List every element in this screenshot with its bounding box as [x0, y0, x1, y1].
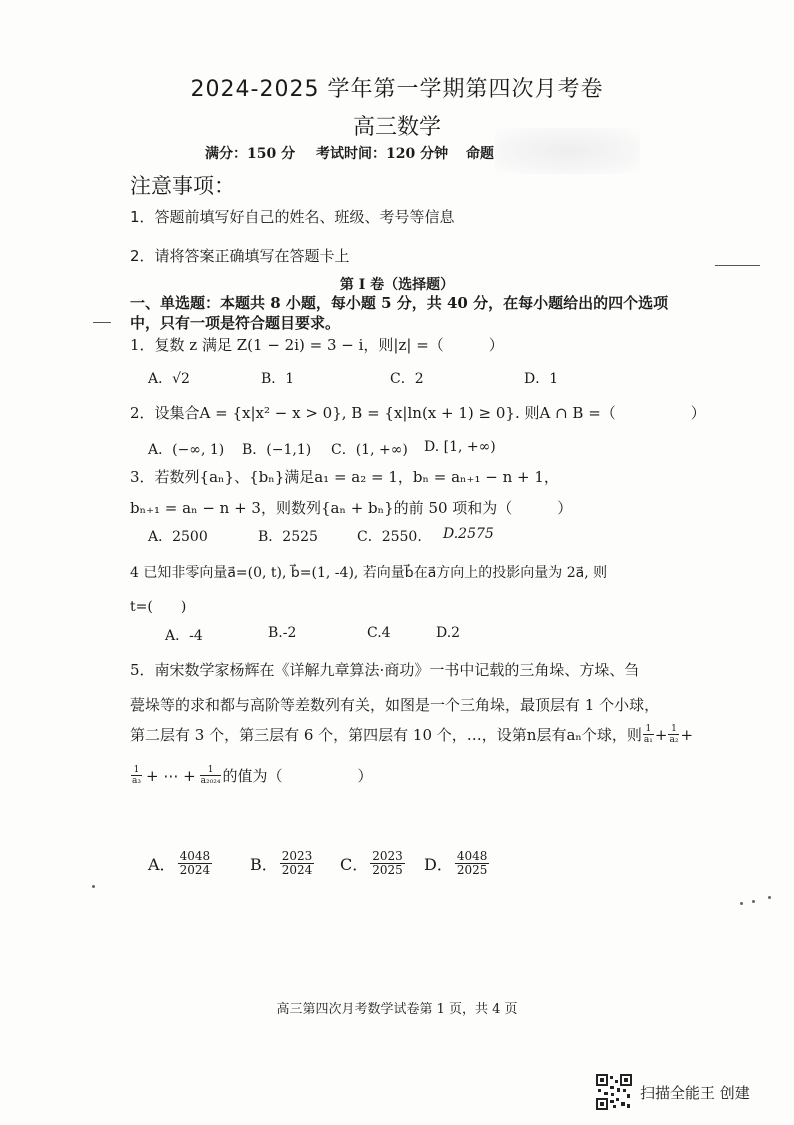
notice-item: 2．请将答案正确填写在答题卡上	[130, 247, 350, 265]
frac-den: a₁	[643, 735, 653, 745]
scanner-watermark-text: 扫描全能王 创建	[640, 1083, 750, 1102]
q2-option-b: B．(−1,1)	[242, 442, 312, 458]
option-fraction	[370, 850, 405, 877]
page-footer: 高三第四次月考数学试卷第 1 页，共 4 页	[276, 1002, 518, 1017]
option-fraction	[178, 850, 213, 877]
q5-frac-a3	[131, 765, 142, 786]
question-1-stem: 1．复数 z 满足 Z(1 − 2i) = 3 − i，则|z| =（ ）	[130, 336, 504, 354]
frac-den: a₂	[669, 735, 679, 745]
frac-num: 1	[643, 724, 654, 735]
q4-option-a: A．-4	[165, 628, 203, 644]
option-label: D．	[424, 855, 453, 874]
scan-smudge	[495, 128, 640, 174]
plus-sign: +	[680, 725, 694, 744]
q5-option-a	[148, 850, 214, 877]
scan-mark	[715, 265, 760, 266]
option-fraction	[455, 850, 490, 877]
q1-option-c: C．2	[390, 371, 424, 387]
q4-option-c: C.4	[367, 625, 391, 641]
q3-option-c: C．2550.	[357, 529, 422, 545]
frac-num: 1	[131, 765, 142, 776]
notice-item: 1．答题前填写好自己的姓名、班级、考号等信息	[130, 208, 455, 226]
option-fraction	[280, 850, 315, 877]
frac-num: 1	[200, 765, 222, 776]
question-2-stem: 2．设集合A = {x|x² − x > 0}, B = {x|ln(x + 1) ≥ 0}. 则A ∩ B =（ ）	[130, 404, 706, 422]
exam-subject: 高三数学	[352, 115, 441, 140]
question-5-stem: 5．南宋数学家杨辉在《详解九章算法·商功》一书中记载的三角垛、方垛、刍	[130, 661, 640, 679]
frac-den: 2025	[372, 863, 403, 877]
q3-option-b: B．2525	[258, 529, 318, 545]
q2-option-d: D. [1, +∞)	[424, 439, 496, 455]
q1-option-a: A．√2	[148, 371, 190, 387]
q5-option-b	[250, 850, 316, 877]
scan-mark	[93, 322, 111, 323]
frac-den: 2024	[281, 863, 313, 877]
q3-option-a: A．2500	[148, 529, 208, 545]
q5-stem-end: 的值为（ ）	[222, 767, 373, 785]
frac-den: 2025	[456, 863, 488, 877]
q4-option-b: B.-2	[268, 625, 297, 641]
q2-option-a: A．(−∞, 1)	[148, 442, 225, 458]
q5-frac-a2	[668, 724, 679, 745]
exam-time: 考试时间：120 分钟	[316, 146, 449, 162]
q5-frac-a2024	[200, 765, 222, 786]
q5-option-d	[424, 850, 491, 877]
question-4-stem-cont: t=( )	[130, 599, 187, 615]
frac-den: a₃	[132, 776, 141, 786]
frac-num: 4048	[179, 849, 211, 863]
part-heading: 第 I 卷（选择题）	[339, 277, 455, 293]
q5-frac-a1	[643, 724, 654, 745]
q2-option-c: C．(1, +∞)	[331, 442, 408, 458]
section-heading-cont: 中，只有一项是符合题目要求。	[130, 314, 341, 332]
question-5-stem-line3	[130, 724, 693, 745]
exam-title: 2024-2025 学年第一学期第四次月考卷	[190, 77, 604, 102]
question-5-stem-cont: 甍垛等的求和都与高阶等差数列有关，如图是一个三角垛，最顶层有 1 个小球，	[130, 696, 660, 714]
question-5-stem-line4	[130, 765, 373, 786]
frac-num: 2023	[281, 849, 313, 863]
notice-heading: 注意事项：	[130, 174, 235, 198]
scan-speck	[768, 896, 771, 899]
option-label: A．	[148, 855, 176, 874]
full-score: 满分：150 分	[205, 146, 296, 162]
scanner-watermark	[596, 1072, 750, 1112]
question-3-stem-cont: bₙ₊₁ = aₙ − n + 3，则数列{aₙ + bₙ}的前 50 项和为（ ）	[130, 499, 573, 517]
plus-sign: +	[654, 725, 668, 744]
author-partial: 命题	[466, 146, 494, 162]
scan-speck	[740, 902, 743, 905]
q1-option-d: D．1	[524, 371, 559, 387]
scan-speck	[92, 885, 95, 888]
option-label: C．	[340, 855, 369, 874]
question-4-stem: 4 已知非零向量a⃗=(0, t), b⃗=(1, -4), 若向量b⃗在a⃗方向上的投影向量为 2a⃗, 则	[130, 565, 608, 581]
frac-num: 4048	[456, 849, 488, 863]
frac-num: 2023	[372, 849, 403, 863]
q5-option-c	[340, 850, 407, 877]
question-3-stem: 3．若数列{aₙ}、{bₙ}满足a₁ = a₂ = 1，bₙ = aₙ₊₁ − n + 1，	[130, 468, 559, 486]
scan-speck	[752, 900, 755, 903]
section-heading: 一、单选题：本题共 8 小题，每小题 5 分，共 40 分，在每小题给出的四个选项	[130, 294, 669, 312]
frac-num: 1	[668, 724, 679, 735]
qr-code-icon	[596, 1074, 632, 1110]
option-label: B．	[250, 855, 278, 874]
frac-den: 2024	[179, 863, 211, 877]
ellipsis-sum: + ⋯ +	[145, 766, 196, 785]
frac-den: a₂₀₂₄	[200, 776, 221, 786]
q5-line3-text: 第二层有 3 个，第三层有 6 个，第四层有 10 个，…，设第n层有aₙ个球，则	[130, 726, 642, 744]
q3-option-d: D.2575	[443, 526, 494, 542]
q4-option-d: D.2	[436, 625, 461, 641]
q1-option-b: B．1	[261, 371, 295, 387]
